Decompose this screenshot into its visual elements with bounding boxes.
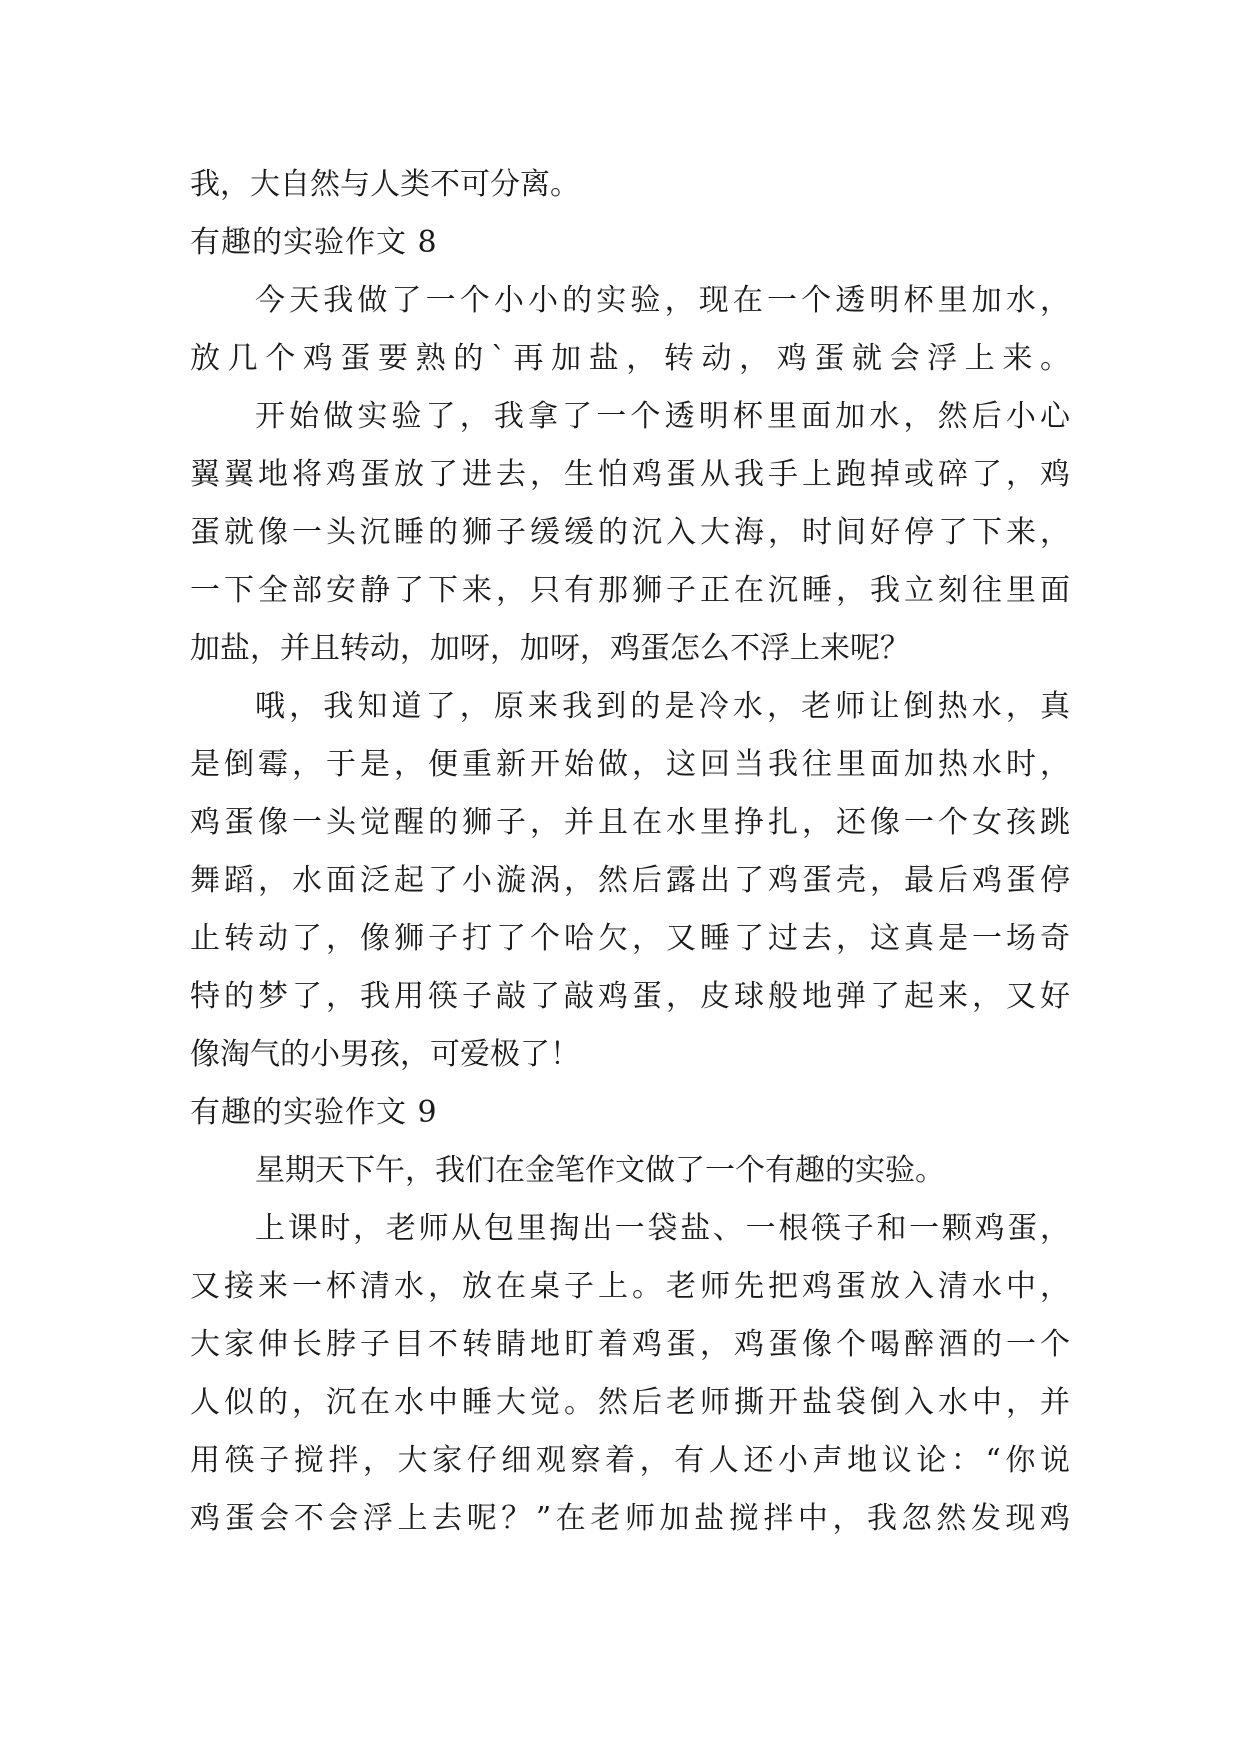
- text-line: 人似的，沉在水中睡大觉。然后老师撕开盐袋倒入水中，并: [190, 1385, 1070, 1420]
- text-line: 大家伸长脖子目不转睛地盯着鸡蛋，鸡蛋像个喝醉酒的一个: [190, 1327, 1070, 1362]
- text-line: 是倒霉，于是，便重新开始做，这回当我往里面加热水时，: [190, 747, 1070, 782]
- section-heading: 有趣的实验作文 8: [190, 225, 438, 260]
- paragraph-first-line: 今天我做了一个小小的实验，现在一个透明杯里加水，: [255, 283, 1070, 318]
- text-line: 止转动了，像狮子打了个哈欠，又睡了过去，这真是一场奇: [190, 921, 1070, 956]
- text-line: 蛋就像一头沉睡的狮子缓缓的沉入大海，时间好停了下来，: [190, 515, 1070, 550]
- paragraph-first-line: 星期天下午，我们在金笔作文做了一个有趣的实验。: [255, 1153, 945, 1188]
- text-line: 舞蹈，水面泛起了小漩涡，然后露出了鸡蛋壳，最后鸡蛋停: [190, 863, 1070, 898]
- text-line: 又接来一杯清水，放在桌子上。老师先把鸡蛋放入清水中，: [190, 1269, 1070, 1304]
- text-line: 像淘气的小男孩，可爱极了！: [190, 1037, 580, 1072]
- paragraph-first-line: 哦，我知道了，原来我到的是冷水，老师让倒热水，真: [255, 689, 1070, 724]
- paragraph-first-line: 开始做实验了，我拿了一个透明杯里面加水，然后小心: [255, 399, 1070, 434]
- text-line: 放几个鸡蛋要熟的`再加盐，转动，鸡蛋就会浮上来。: [190, 341, 1070, 376]
- text-line: 用筷子搅拌，大家仔细观察着，有人还小声地议论：“你说: [190, 1443, 1070, 1478]
- text-line: 我，大自然与人类不可分离。: [190, 167, 580, 202]
- paragraph-first-line: 上课时，老师从包里掏出一袋盐、一根筷子和一颗鸡蛋，: [255, 1211, 1070, 1246]
- text-line: 加盐，并且转动，加呀，加呀，鸡蛋怎么不浮上来呢？: [190, 631, 910, 666]
- section-heading: 有趣的实验作文 9: [190, 1095, 438, 1130]
- text-line: 翼翼地将鸡蛋放了进去，生怕鸡蛋从我手上跑掉或碎了，鸡: [190, 457, 1070, 492]
- text-line: 鸡蛋会不会浮上去呢？”在老师加盐搅拌中，我忽然发现鸡: [190, 1501, 1070, 1536]
- text-line: 特的梦了，我用筷子敲了敲鸡蛋，皮球般地弹了起来，又好: [190, 979, 1070, 1014]
- text-line: 鸡蛋像一头觉醒的狮子，并且在水里挣扎，还像一个女孩跳: [190, 805, 1070, 840]
- text-line: 一下全部安静了下来，只有那狮子正在沉睡，我立刻往里面: [190, 573, 1070, 608]
